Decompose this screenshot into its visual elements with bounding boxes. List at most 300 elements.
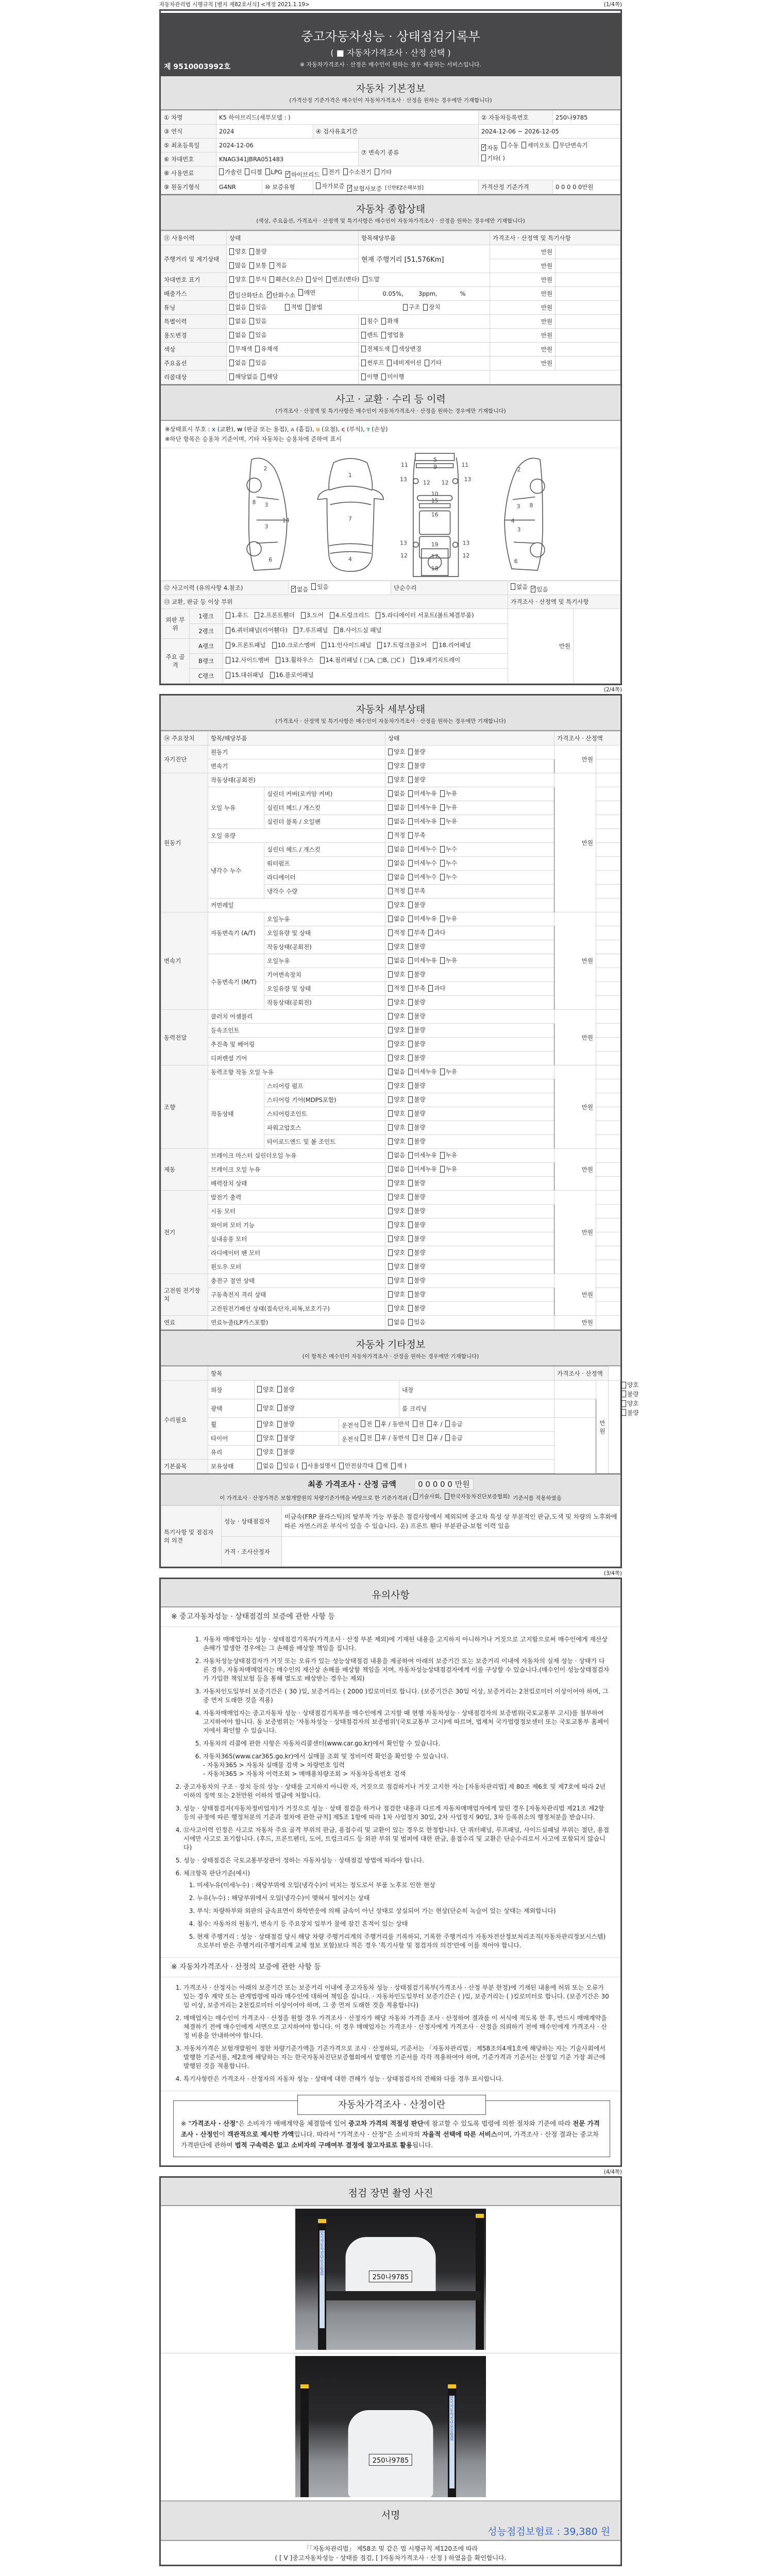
checkbox-option[interactable]: [391, 1462, 407, 1470]
notice-line: 3. 자동차인도일부터 보증기간은 ( 30 )일, 보증거리는 ( 2000 )킬로미터로 합니다. (보증기간은 30일 이상, 보증거리는 2천킬로미터 이상이어야 하며, 그 중 먼저 도래한 것을 적용): [203, 1688, 609, 1704]
checkbox-option[interactable]: [285, 303, 302, 311]
status-checks: [385, 982, 554, 996]
checkbox-option[interactable]: [388, 984, 405, 992]
status-checks: [255, 1399, 399, 1418]
checkbox-option[interactable]: [440, 1151, 457, 1159]
checkbox-option[interactable]: [408, 1081, 425, 1090]
checkbox-icon: [377, 1463, 381, 1469]
part-option[interactable]: [377, 641, 427, 650]
checkbox-option[interactable]: [440, 845, 457, 853]
checkbox-option[interactable]: [298, 289, 315, 297]
option-label: 기술사회,: [418, 1494, 442, 1500]
checkbox-icon: [388, 1222, 393, 1228]
checkbox-option[interactable]: [249, 331, 266, 339]
checkbox-option[interactable]: [388, 1262, 405, 1270]
option-label: 미세누수: [414, 845, 437, 853]
checkbox-icon: [361, 346, 366, 352]
remark-cell: [556, 273, 620, 287]
checkbox-option[interactable]: [277, 1385, 294, 1394]
checkbox-option[interactable]: [381, 317, 398, 325]
checkbox-option[interactable]: [408, 789, 436, 798]
checkbox-option[interactable]: [388, 1137, 405, 1145]
checkbox-option[interactable]: [427, 1434, 443, 1442]
part-option[interactable]: [226, 671, 264, 680]
checkbox-option[interactable]: [257, 1404, 274, 1412]
checkbox-option[interactable]: [388, 817, 405, 825]
checkbox-option[interactable]: [388, 901, 405, 909]
table-row: [161, 1177, 620, 1191]
checkbox-option[interactable]: [291, 585, 308, 594]
checkbox-option[interactable]: [428, 984, 445, 992]
part-option[interactable]: [334, 626, 381, 635]
position-checks: [339, 1418, 554, 1432]
checkbox-option[interactable]: [408, 859, 436, 867]
checkbox-option[interactable]: [361, 1434, 372, 1442]
position-label: 운전석: [342, 1421, 361, 1429]
checkbox-option[interactable]: [408, 1193, 425, 1201]
checkbox-option[interactable]: [408, 775, 425, 784]
checkbox-option[interactable]: [249, 275, 266, 283]
checkbox-option[interactable]: [440, 803, 457, 811]
checkbox-icon: [440, 1166, 445, 1173]
option-label: 부족: [414, 929, 426, 937]
checkbox-option[interactable]: [361, 359, 384, 367]
checkbox-option[interactable]: [361, 345, 390, 353]
checkbox-option[interactable]: [323, 168, 340, 176]
checkbox-option[interactable]: [408, 1207, 425, 1215]
table-row: [161, 1079, 620, 1093]
checkbox-option[interactable]: [388, 1276, 405, 1284]
checkbox-icon: [375, 1434, 380, 1441]
checkbox-option[interactable]: [408, 873, 436, 881]
checkbox-option[interactable]: [302, 1462, 337, 1470]
checkbox-option[interactable]: [388, 1012, 405, 1020]
checkbox-option[interactable]: [261, 372, 278, 381]
option-label: 양호: [263, 1448, 275, 1456]
remark-cell: [596, 1079, 620, 1093]
checkbox-option[interactable]: [408, 845, 436, 853]
checkbox-option[interactable]: [388, 1095, 405, 1104]
checkbox-option[interactable]: [249, 247, 266, 256]
part-option[interactable]: [320, 656, 405, 665]
checkbox-option[interactable]: [388, 761, 405, 770]
checkbox-option[interactable]: [267, 291, 295, 299]
table-row: [161, 1191, 620, 1205]
checkbox-option[interactable]: [388, 1123, 405, 1131]
checkbox-option[interactable]: [249, 261, 266, 269]
checkbox-icon: [445, 1493, 449, 1500]
legend-prefix: ※상태표시 부호 :: [165, 426, 212, 433]
checkbox-option[interactable]: [440, 956, 457, 964]
checkbox-option[interactable]: [388, 1040, 405, 1048]
checkbox-option[interactable]: [388, 1109, 405, 1117]
checkbox-option[interactable]: [388, 775, 405, 784]
checkbox-icon: [481, 155, 486, 161]
about-text: 입니다. 따라서 "가격조사 · 산정"은 소비자의: [294, 2130, 422, 2138]
checkbox-option[interactable]: [408, 1040, 425, 1048]
item-label: 변속기: [208, 759, 385, 773]
checkbox-icon: [229, 360, 234, 366]
checkbox-option[interactable]: [388, 748, 405, 756]
status-checks: [385, 871, 554, 885]
checkbox-option[interactable]: [408, 1109, 425, 1117]
checkbox-option[interactable]: [375, 168, 392, 176]
checkbox-option[interactable]: [257, 1462, 274, 1470]
checkbox-option[interactable]: [361, 317, 378, 325]
simple-repair-checks: [508, 581, 620, 595]
part-option[interactable]: [272, 641, 316, 650]
part-option[interactable]: [255, 611, 295, 620]
checkbox-option[interactable]: [440, 873, 457, 881]
checkbox-option[interactable]: [388, 1207, 405, 1215]
checkbox-option[interactable]: [343, 168, 372, 176]
section-title: 자동차 종합상태: [356, 204, 426, 215]
checkbox-option[interactable]: [229, 359, 246, 367]
checkbox-icon: [294, 627, 298, 634]
vin-value: KNAG341JBRA051483: [216, 152, 359, 166]
price-unit: 만원: [554, 773, 596, 912]
checkbox-icon: [388, 1096, 393, 1103]
checkbox-option[interactable]: [440, 789, 457, 798]
checkbox-option[interactable]: [413, 1493, 442, 1500]
checkbox-option[interactable]: [277, 1434, 294, 1442]
document-number: 제 9510003992호: [164, 63, 231, 71]
checkbox-option[interactable]: [553, 140, 588, 150]
checkbox-option[interactable]: [408, 1179, 425, 1187]
checkbox-option[interactable]: [347, 184, 382, 193]
checkbox-option[interactable]: [408, 984, 425, 992]
checkbox-icon: [306, 304, 310, 311]
table-row: [161, 1149, 620, 1163]
checkbox-option[interactable]: [481, 143, 498, 153]
checkbox-option[interactable]: [425, 359, 442, 367]
checkbox-option[interactable]: [413, 1420, 424, 1428]
checkbox-option[interactable]: [511, 583, 528, 591]
section-note: (가격조사 · 산정액 및 특기사항은 매수인이 자동차가격조사 · 산정을 원하는 경우에만 기재합니다): [275, 718, 506, 724]
part-option[interactable]: [301, 611, 324, 620]
checkbox-option[interactable]: [408, 998, 425, 1006]
remark-cell: [596, 885, 620, 899]
checkbox-option[interactable]: [423, 303, 440, 311]
checkbox-option[interactable]: [408, 1095, 425, 1104]
checkbox-option[interactable]: [445, 1434, 462, 1442]
checkbox-option[interactable]: [388, 859, 405, 867]
checkbox-option[interactable]: [621, 1399, 638, 1408]
option-label: 불량: [414, 1193, 426, 1201]
checkbox-option[interactable]: [229, 303, 246, 311]
checkbox-option[interactable]: [408, 748, 425, 756]
checkbox-option[interactable]: [621, 1381, 638, 1389]
checkbox-icon: [249, 304, 254, 311]
checkbox-option[interactable]: [229, 275, 246, 283]
about-text: 됩니다.: [412, 2141, 433, 2149]
checkbox-option[interactable]: [229, 317, 246, 325]
checkbox-option[interactable]: [388, 1248, 405, 1257]
checkbox-option[interactable]: [408, 1248, 425, 1257]
part-option[interactable]: [433, 641, 471, 650]
checkbox-option[interactable]: [621, 1390, 638, 1398]
checkbox-option[interactable]: [361, 1420, 372, 1428]
checkbox-option[interactable]: [408, 1221, 425, 1229]
status-checks: [385, 968, 554, 982]
checkbox-option[interactable]: [445, 1420, 462, 1428]
checkbox-option[interactable]: [408, 761, 425, 770]
checkbox-option[interactable]: [408, 928, 425, 937]
checkbox-option[interactable]: [440, 914, 457, 923]
checkbox-icon: [388, 846, 393, 853]
checkbox-option[interactable]: [440, 859, 457, 867]
checkbox-option[interactable]: [621, 1409, 638, 1417]
checkbox-option[interactable]: [388, 1234, 405, 1243]
checkbox-option[interactable]: [388, 942, 405, 951]
checkbox-option[interactable]: [413, 1434, 424, 1442]
checkbox-option[interactable]: [408, 1290, 425, 1298]
checkbox-option[interactable]: [522, 140, 550, 150]
checkbox-option[interactable]: [408, 1318, 425, 1326]
part-option[interactable]: [411, 656, 460, 665]
checkbox-option[interactable]: [388, 1151, 405, 1159]
checkbox-option[interactable]: [501, 140, 518, 150]
checkbox-option[interactable]: [408, 1262, 425, 1270]
checkbox-option[interactable]: [408, 1151, 436, 1159]
option-label: 양호: [263, 1385, 275, 1393]
checkbox-option[interactable]: [388, 887, 405, 895]
checkbox-option[interactable]: [388, 831, 405, 839]
checkbox-option[interactable]: [408, 887, 425, 895]
table-row: [161, 1065, 620, 1079]
checkbox-option[interactable]: [285, 171, 320, 179]
part-items: [223, 624, 508, 639]
checkbox-option[interactable]: [408, 970, 425, 978]
checkbox-option[interactable]: [408, 1067, 436, 1076]
option-label: 불량: [414, 1124, 426, 1131]
notice-subitem: [203, 1752, 610, 1778]
checkbox-option[interactable]: [277, 1448, 294, 1456]
item-label: 광택: [208, 1399, 255, 1418]
checkbox-option[interactable]: [388, 1067, 405, 1076]
checkbox-option[interactable]: [388, 803, 405, 811]
checkbox-icon: [445, 1434, 450, 1441]
checkbox-option[interactable]: [265, 168, 282, 176]
position-label: 운전석: [342, 1435, 361, 1443]
checkbox-option[interactable]: [387, 359, 422, 367]
option-label: 적정: [394, 887, 406, 895]
option-label: 부족: [414, 832, 426, 839]
final-note: 이 가격조사 · 산정가격은 보험개발원의 차량기준가액을 바탕으로 한 기준가격과 (: [220, 1495, 412, 1501]
checkbox-option[interactable]: [249, 317, 266, 325]
checkbox-option[interactable]: [257, 1385, 274, 1394]
remark-cell: [596, 1260, 620, 1274]
part-option[interactable]: [294, 626, 328, 635]
checkbox-icon: [226, 672, 230, 679]
checkbox-option[interactable]: [408, 1123, 425, 1131]
checkbox-option[interactable]: [388, 928, 405, 937]
checkbox-option[interactable]: [363, 275, 380, 283]
checkbox-icon: [249, 248, 254, 255]
checkbox-option[interactable]: [388, 956, 405, 964]
checked-box-icon: ✓: [482, 144, 486, 150]
option-label: 양호: [394, 1026, 406, 1034]
checkbox-option[interactable]: [229, 261, 246, 269]
checkbox-option[interactable]: [388, 873, 405, 881]
checkbox-option[interactable]: [388, 1081, 405, 1090]
checkbox-option[interactable]: [393, 345, 421, 353]
checkbox-option[interactable]: [440, 817, 457, 825]
checkbox-option[interactable]: [428, 928, 445, 937]
checkbox-option[interactable]: [361, 331, 378, 339]
checkbox-option[interactable]: [277, 1404, 294, 1412]
checkbox-option[interactable]: [388, 998, 405, 1006]
checkbox-option[interactable]: [339, 1462, 374, 1470]
status-checks: [385, 885, 554, 899]
checkbox-option[interactable]: [388, 1054, 405, 1062]
row-label: 색상: [161, 343, 227, 357]
option-label: 불량: [627, 1409, 639, 1416]
checkbox-option[interactable]: [388, 1221, 405, 1229]
option-label: 변조(변타): [332, 276, 360, 283]
part-number-label: 17: [431, 553, 439, 561]
checkbox-option[interactable]: [408, 831, 425, 839]
checkbox-icon: [388, 790, 393, 797]
checkbox-option[interactable]: [388, 845, 405, 853]
checkbox-option[interactable]: [408, 956, 436, 964]
checkbox-icon: [413, 1420, 417, 1427]
checkbox-option[interactable]: [388, 1193, 405, 1201]
checkbox-option[interactable]: [381, 372, 404, 381]
part-option[interactable]: [226, 626, 288, 635]
checkbox-option[interactable]: [375, 1434, 410, 1442]
status-checks: [385, 787, 554, 801]
checkbox-option[interactable]: [377, 1462, 388, 1470]
checkbox-option[interactable]: [306, 303, 323, 311]
part-option[interactable]: [226, 641, 266, 650]
checkbox-option[interactable]: [408, 1304, 425, 1312]
option-label: 없음: [394, 818, 406, 825]
checkbox-option[interactable]: [427, 1420, 443, 1428]
checkbox-option[interactable]: [481, 153, 505, 163]
checkbox-option[interactable]: [388, 1165, 405, 1173]
checkbox-icon: [270, 262, 274, 269]
checkbox-option[interactable]: [440, 1165, 457, 1173]
checkbox-option[interactable]: [408, 1012, 425, 1020]
checkbox-option[interactable]: [219, 168, 242, 176]
checkbox-option[interactable]: [257, 1434, 274, 1442]
item-label: 실린더 헤드 / 개스킷: [264, 801, 385, 815]
checkbox-option[interactable]: [388, 1026, 405, 1034]
checkbox-option[interactable]: [229, 331, 246, 339]
checkbox-option[interactable]: [255, 345, 278, 353]
checkbox-option[interactable]: [408, 1137, 425, 1145]
checkbox-icon: [445, 1420, 450, 1427]
part-option[interactable]: [270, 671, 314, 680]
part-option[interactable]: [226, 611, 248, 620]
checkbox-option[interactable]: [408, 1276, 425, 1284]
part-option[interactable]: [376, 611, 474, 620]
part-option[interactable]: [226, 656, 270, 665]
checkbox-option[interactable]: [326, 275, 359, 283]
notice-sublist: [172, 1635, 610, 1778]
checkbox-option[interactable]: [388, 789, 405, 798]
checkbox-option[interactable]: [388, 1290, 405, 1298]
part-option[interactable]: [276, 656, 314, 665]
checkbox-option[interactable]: [306, 275, 323, 283]
checkbox-icon: [388, 1319, 393, 1326]
checkbox-option[interactable]: [270, 275, 303, 283]
checkbox-option[interactable]: [408, 1054, 425, 1062]
checkbox-option[interactable]: [388, 1318, 405, 1326]
checkbox-option[interactable]: [531, 585, 548, 594]
checkbox-option[interactable]: [445, 1493, 510, 1500]
checkbox-option[interactable]: [388, 1304, 405, 1312]
checkbox-option[interactable]: [316, 182, 344, 190]
checkbox-option[interactable]: [311, 583, 328, 591]
checkbox-option[interactable]: [381, 331, 404, 339]
option-label: 무단변속기: [559, 141, 588, 149]
checkbox-option[interactable]: [408, 942, 425, 951]
checkbox-option[interactable]: [229, 247, 246, 256]
checkbox-option[interactable]: [408, 1234, 425, 1243]
checkbox-option[interactable]: [408, 817, 436, 825]
checkbox-option[interactable]: [408, 1026, 425, 1034]
remark-cell: [596, 773, 620, 787]
checkbox-option[interactable]: [229, 291, 264, 299]
status-checks: [255, 1418, 339, 1432]
checkbox-icon: [408, 832, 413, 839]
checkbox-option[interactable]: [408, 914, 436, 923]
checkbox-option[interactable]: [277, 1462, 298, 1470]
checkbox-option[interactable]: [403, 303, 420, 311]
part-option[interactable]: [330, 611, 370, 620]
checkbox-option[interactable]: [361, 372, 378, 381]
row-label: 차대번호 표기: [161, 273, 227, 287]
checkbox-option[interactable]: [375, 1420, 410, 1428]
part-option[interactable]: [322, 641, 371, 650]
part-number-label: 6: [268, 556, 273, 564]
checkbox-option[interactable]: [388, 914, 405, 923]
option-label: 불량: [414, 943, 426, 951]
checkbox-option[interactable]: [245, 168, 262, 176]
checkbox-option[interactable]: [229, 372, 258, 381]
option-label: 잭: [382, 1462, 388, 1470]
option-label: 양호: [394, 1082, 406, 1090]
checkbox-icon: [388, 1055, 393, 1061]
option-label: 없음: [394, 957, 406, 964]
checkbox-option[interactable]: [277, 1420, 294, 1428]
checkbox-icon: [388, 971, 393, 978]
about-text: 이: [219, 2130, 227, 2138]
device-label: 고전원 전기장치: [161, 1274, 208, 1316]
option-label: 불량: [414, 1054, 426, 1062]
checkbox-option[interactable]: [408, 803, 436, 811]
checkbox-option[interactable]: [408, 1165, 436, 1173]
checkbox-option[interactable]: [249, 303, 266, 311]
row-label: 단순수리: [391, 581, 508, 595]
table-row: [161, 1024, 620, 1038]
checkbox-icon: [408, 1277, 413, 1284]
checkbox-option[interactable]: [257, 1448, 274, 1456]
checkbox-option[interactable]: [440, 1067, 457, 1076]
option-label: 있음: [536, 585, 548, 593]
checkbox-option[interactable]: [249, 359, 266, 367]
checkbox-option[interactable]: [408, 901, 425, 909]
checkbox-option[interactable]: [257, 1420, 274, 1428]
checkbox-option[interactable]: [270, 261, 287, 269]
checkbox-option[interactable]: [229, 345, 252, 353]
option-label: 누유: [445, 957, 457, 964]
detail-cell: [359, 315, 490, 329]
checkbox-option[interactable]: [388, 1179, 405, 1187]
checkbox-option[interactable]: [388, 970, 405, 978]
